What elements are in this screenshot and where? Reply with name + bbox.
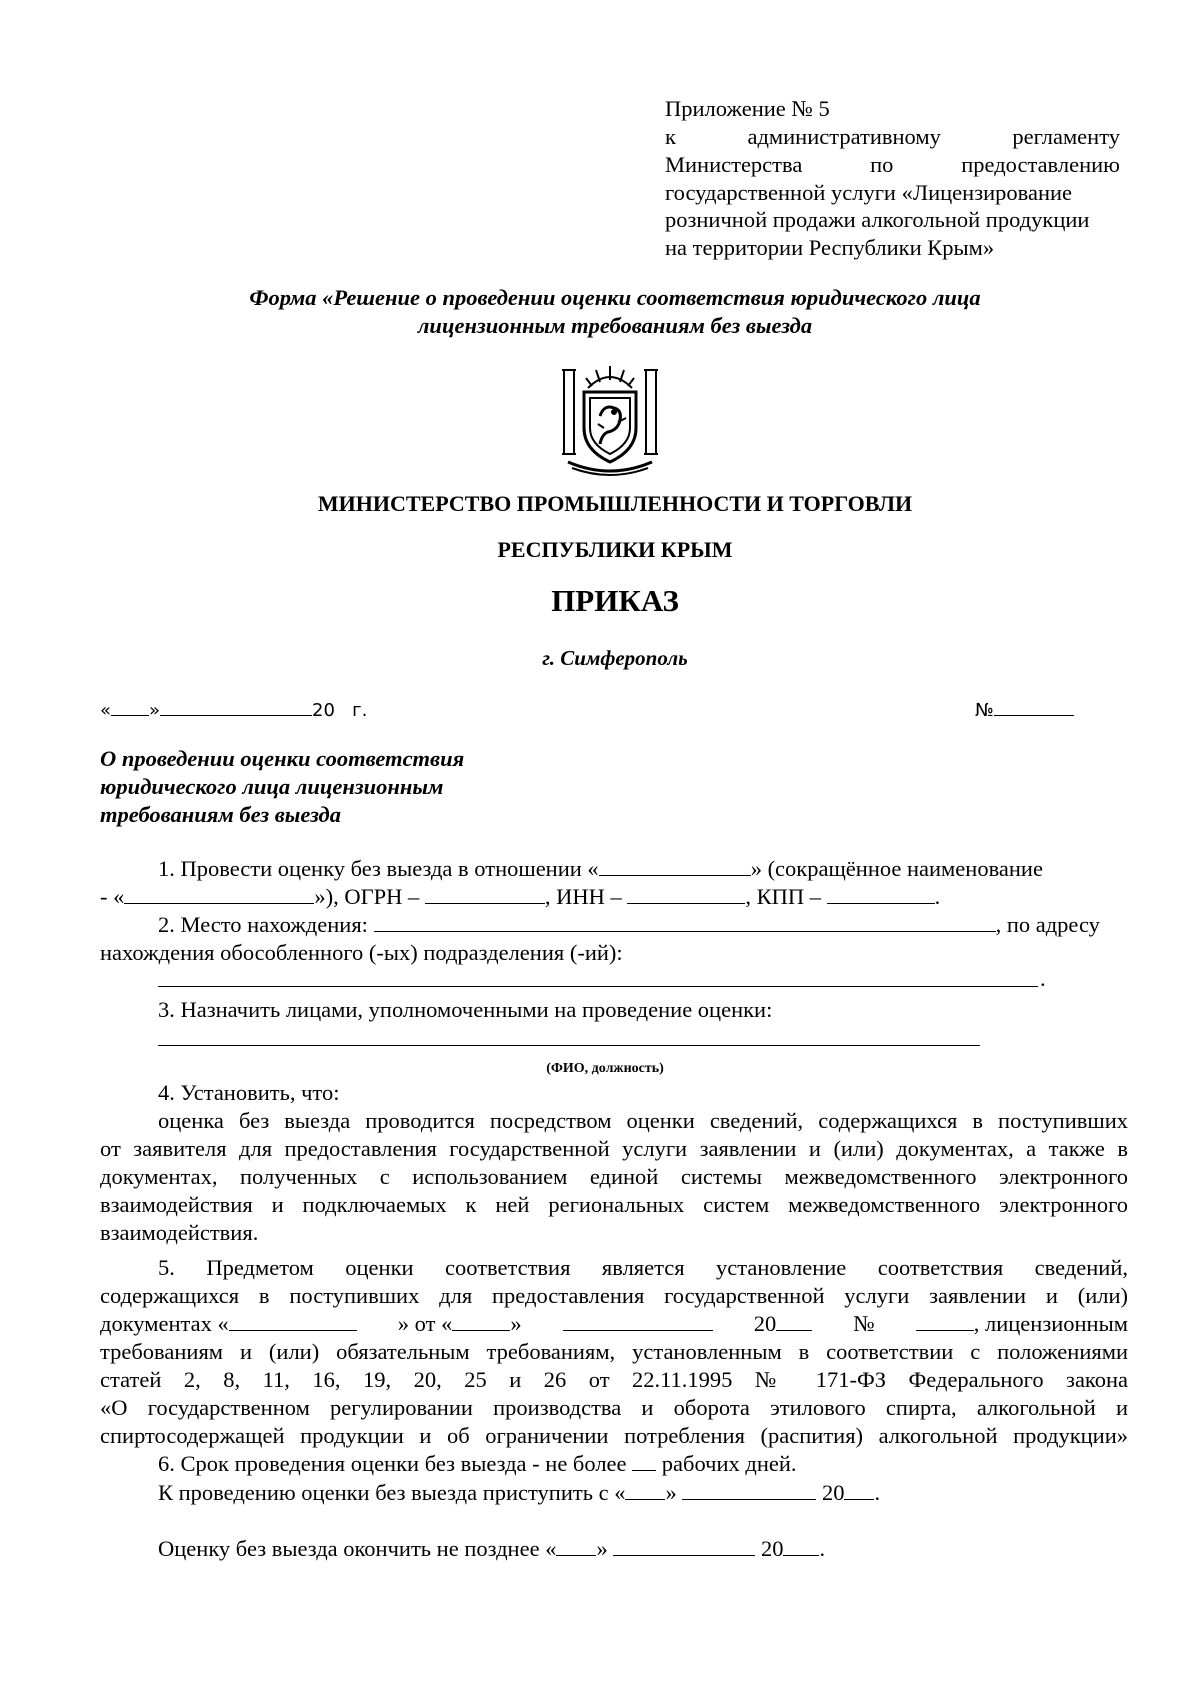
end-year-blank[interactable] (783, 1537, 819, 1556)
p5-l3-seg-4 (916, 1311, 1128, 1337)
ogrn-blank[interactable] (425, 885, 545, 904)
p1-text-f: , КПП – (745, 884, 822, 909)
p5-line-3 (100, 1311, 1128, 1337)
end-year-prefix: 20 (760, 1536, 784, 1561)
p1-text-g: . (934, 884, 941, 909)
p5-text-d: 20 (753, 1311, 777, 1336)
order-title: ПРИКАЗ (551, 583, 679, 618)
branch-address-blank[interactable] (158, 986, 1038, 987)
appendix-line-6: на территории Республики Крым» (665, 235, 995, 260)
appendix-line-2: к административному регламенту (665, 124, 1120, 149)
form-title-line-2: лицензионным требованиям без выезда (417, 313, 813, 338)
order-number-label: № (975, 700, 994, 721)
p1-line-2 (100, 884, 940, 910)
form-title-line-1: Форма «Решение о проведении оценки соответствия юридического лица (249, 285, 981, 310)
p1-line-1 (158, 856, 1043, 882)
p5-text-a: документах « (100, 1311, 229, 1336)
start-day-blank[interactable] (625, 1481, 665, 1500)
p5-line-5: статей 2, 8, 11, 16, 19, 20, 25 и 26 от 22.11.1995 № 171-ФЗ Федерального закона (100, 1367, 1128, 1392)
start-month-blank[interactable] (682, 1481, 816, 1500)
order-number-blank[interactable] (994, 697, 1074, 716)
p4-heading: 4. Установить, что: (158, 1080, 340, 1105)
start-text-a: К проведению оценки без выезда приступить с « (158, 1480, 626, 1505)
p4-line-3: документах, полученных с использованием единой системы межведомственного электронного (100, 1164, 1128, 1189)
end-day-blank[interactable] (556, 1537, 596, 1556)
p4-line-1: оценка без выезда проводится посредством оценки сведений, содержащихся в поступивших (158, 1108, 1128, 1133)
end-date-line (158, 1536, 825, 1562)
kpp-blank[interactable] (827, 885, 935, 904)
authorized-persons-blank[interactable] (158, 1045, 980, 1046)
p5-text-b: » от « (397, 1311, 453, 1336)
order-number-line (975, 697, 1074, 723)
date-close-quote: » (149, 700, 161, 721)
inn-blank[interactable] (627, 885, 745, 904)
end-text-d: . (819, 1536, 826, 1561)
p1-full-name-blank[interactable] (599, 857, 751, 876)
p5-text-f: , лицензионным (973, 1311, 1128, 1336)
p6-text-a: 6. Срок проведения оценки без выезда - не более (158, 1451, 627, 1476)
date-year-prefix: 20 (312, 700, 335, 721)
p5-line-4: требованиям и (или) обязательным требованиям, установленным в соответствии с положениями (100, 1339, 1128, 1364)
location-blank[interactable] (374, 913, 996, 932)
p5-month-blank[interactable] (563, 1312, 713, 1331)
end-text-a: Оценку без выезда окончить не позднее « (158, 1536, 557, 1561)
p5-line-7: спиртосодержащей продукции и об ограничении потребления (распития) алкогольной продукции» (100, 1423, 1128, 1448)
p1-text-c: - « (100, 884, 125, 909)
p5-text-c: » (510, 1311, 522, 1336)
p2-text-a: 2. Место нахождения: (158, 912, 368, 937)
ministry-line-2: РЕСПУБЛИКИ КРЫМ (497, 537, 733, 562)
start-text-b: » (665, 1480, 677, 1505)
start-year-prefix: 20 (821, 1480, 845, 1505)
end-month-blank[interactable] (613, 1537, 755, 1556)
p5-day-blank[interactable] (452, 1312, 510, 1331)
p6-days-blank[interactable] (632, 1452, 656, 1471)
date-year-suffix: г. (352, 700, 368, 721)
start-date-line (158, 1480, 880, 1506)
p4-line-4: взаимодействия и подключаемых к ней региональных систем межведомственного электронного (100, 1192, 1128, 1217)
p4-line-5: взаимодействия. (100, 1220, 259, 1245)
p6-text-b: рабочих дней. (661, 1451, 797, 1476)
p3-line: 3. Назначить лицами, уполномоченными на проведение оценки: (158, 997, 773, 1022)
p2-end-period: . (1040, 966, 1046, 991)
date-open-quote: « (100, 700, 112, 721)
subject-line-2: юридического лица лицензионным (100, 774, 444, 799)
p2-text-b: , по адресу (995, 912, 1100, 937)
appendix-line-1: Приложение № 5 (665, 96, 830, 121)
p5-line-6: «О государственном регулировании производства и оборота этилового спирта, алкогольной и (100, 1395, 1128, 1420)
p2-line-2: нахождения обособленного (-ых) подразделения (-ий): (100, 940, 623, 965)
p5-text-e: № (853, 1311, 875, 1336)
p5-line-2: содержащихся в поступивших для предоставления государственной услуги заявлении и (или) (100, 1283, 1128, 1308)
p4-line-2: от заявителя для предоставления государственной услуги заявлении и (или) документах, а также в (100, 1136, 1128, 1161)
appendix-line-5: розничной продажи алкогольной продукции (665, 207, 1090, 232)
p2-line-1 (158, 912, 1100, 938)
order-date-line (100, 697, 367, 723)
start-year-blank[interactable] (844, 1481, 874, 1500)
p5-l3-seg-3 (754, 1311, 813, 1337)
p1-text-d: »), ОГРН – (314, 884, 420, 909)
p5-year-blank[interactable] (776, 1312, 812, 1331)
subject-line-3: требованиям без выезда (100, 802, 341, 827)
crimea-coat-of-arms-icon (558, 358, 662, 480)
p1-text-a: 1. Провести оценку без выезда в отношении « (158, 856, 599, 881)
order-city: г. Симферополь (542, 646, 688, 670)
date-month-blank[interactable] (160, 697, 312, 716)
p1-text-e: , ИНН – (544, 884, 622, 909)
start-text-d: . (874, 1480, 881, 1505)
appendix-line-4: государственной услуги «Лицензирование (665, 180, 1073, 205)
p1-text-b: » (сокращённое наименование (750, 856, 1043, 881)
ministry-line-1: МИНИСТЕРСТВО ПРОМЫШЛЕННОСТИ И ТОРГОВЛИ (317, 491, 913, 516)
p5-number-blank[interactable] (916, 1312, 974, 1331)
date-day-blank[interactable] (111, 697, 149, 716)
p5-line-1: 5. Предметом оценки соответствия является установление соответствия сведений, (158, 1255, 1128, 1280)
subject-line-1: О проведении оценки соответствия (100, 746, 465, 771)
p5-l3-seg-1 (100, 1311, 357, 1337)
appendix-line-3: Министерства по предоставлению (665, 152, 1120, 177)
p5-doc-blank[interactable] (229, 1312, 357, 1331)
p6-line (158, 1451, 797, 1477)
end-text-b: » (596, 1536, 608, 1561)
p5-l3-seg-2 (398, 1311, 522, 1337)
p1-short-name-blank[interactable] (124, 885, 314, 904)
fio-caption: (ФИО, должность) (546, 1061, 664, 1076)
